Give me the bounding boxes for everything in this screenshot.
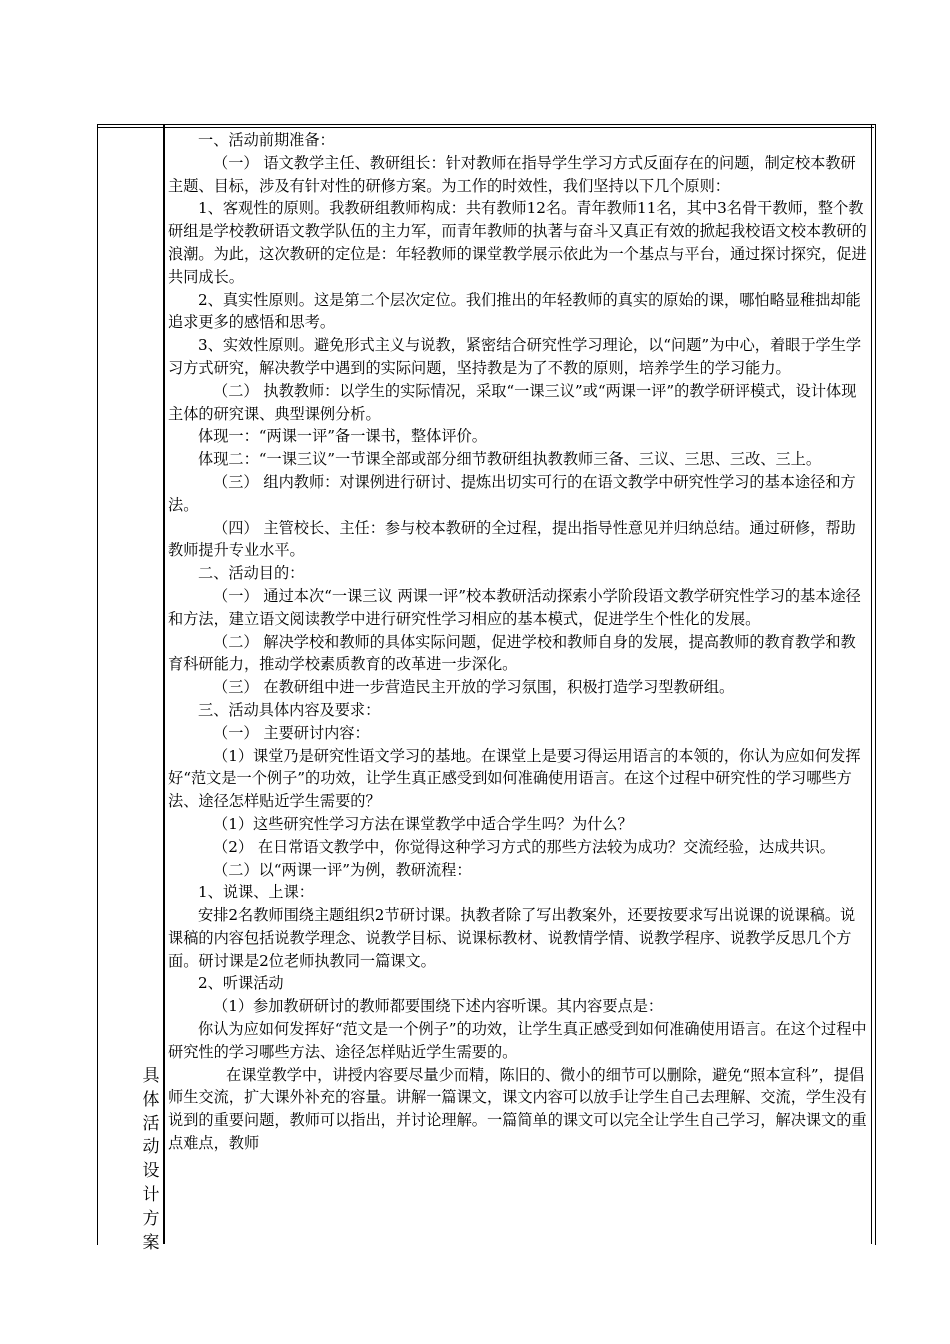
column-divider <box>163 124 165 1244</box>
activity-plan-content <box>168 129 868 1155</box>
paragraph: 在课堂教学中，讲授内容要尽量少而精，陈旧的、微小的细节可以删除，避免“照本宣科”，提倡师生交流，扩大课外补充的容量。讲解一篇课文，课文内容可以放手让学生自己去理解、交流，学生没有说到的重要问题，教师可以指出，并讨论理解。一篇简单的课文可以完全让学生自己学习，解决课文的重点难点，教师 <box>168 1065 867 1153</box>
right-border-inner <box>871 124 872 1244</box>
paragraph: （1）课堂乃是研究性语文学习的基地。在课堂上是要习得运用语言的本领的，你认为应如何发挥好“范文是一个例子”的功效，让学生真正感受到如何准确使用语言。在这个过程中研究性的学习哪些方法、途径怎样贴近学生需要的？ <box>168 746 861 811</box>
paragraph: 体现一：“两课一评”备一课书，整体评价。 <box>198 427 487 446</box>
paragraph: 一、活动前期准备： <box>198 131 335 149</box>
paragraph: （三） 组内教师：对课例进行研讨、提炼出切实可行的在语文教学中研究性学习的基本途径和方法。 <box>168 472 856 514</box>
paragraph: （1）这些研究性学习方法在课堂教学中适合学生吗？为什么？ <box>213 814 633 833</box>
paragraph: 2、真实性原则。这是第二个层次定位。我们推出的年轻教师的真实的原始的课，哪怕略显稚拙却能追求更多的感悟和思考。 <box>168 290 861 332</box>
row-label-char: 设 <box>142 1161 160 1182</box>
row-label-char: 体 <box>142 1089 160 1110</box>
row-label <box>139 1065 163 1255</box>
paragraph: 2、听课活动 <box>198 974 284 993</box>
row-label-char: 方 <box>142 1208 160 1229</box>
paragraph: （三） 在教研组中进一步营造民主开放的学习氛围，积极打造学习型教研组。 <box>213 678 735 697</box>
paragraph: （二）以“两课一评”为例，教研流程： <box>213 860 472 879</box>
paragraph: 体现二：“一课三议”一节课全部或部分细节教研组执教教师三备、三议、三思、三改、三上。 <box>198 450 822 469</box>
paragraph: （二） 解决学校和教师的具体实际问题，促进学校和教师自身的发展，提高教师的教育教学和教育科研能力，推动学校素质教育的改革进一步深化。 <box>168 632 856 674</box>
paragraph: 安排2名教师围绕主题组织2节研讨课。执教者除了写出教案外，还要按要求写出说课的说课稿。说课稿的内容包括说教学理念、说教学目标、说课标教材、说教情学情、说教学程序、说教学反思几个方面。研讨课是2位老师执教同一篇课文。 <box>168 906 856 970</box>
row-label-char: 动 <box>142 1137 160 1158</box>
table-top-rule <box>97 127 874 128</box>
paragraph: （一） 通过本次“一课三议 两课一评”校本教研活动探索小学阶段语文教学研究性学习的基本途径和方法，建立语文阅读教学中进行研究性学习相应的基本模式，促进学生个性化的发展。 <box>168 586 861 628</box>
paragraph: 你认为应如何发挥好“范文是一个例子”的功效，让学生真正感受到如何准确使用语言。在这个过程中研究性的学习哪些方法、途径怎样贴近学生需要的。 <box>168 1020 867 1061</box>
paragraph: 二、活动目的： <box>198 564 305 583</box>
paragraph: （四） 主管校长、主任：参与校本教研的全过程，提出指导性意见并归纳总结。通过研修，帮助教师提升专业水平。 <box>168 518 856 560</box>
paragraph: （1）参加教研研讨的教师都要围绕下述内容听课。其内容要点是： <box>213 997 664 1016</box>
paragraph: （一） 主要研讨内容： <box>213 723 370 742</box>
paragraph: 三、活动具体内容及要求： <box>198 700 381 719</box>
paragraph: 3、实效性原则。避免形式主义与说教，紧密结合研究性学习理论，以“问题”为中心，着眼于学生学习方式研究，解决教学中遇到的实际问题，坚持教是为了不教的原则，培养学生的学习能力。 <box>168 336 862 377</box>
row-label-char: 活 <box>142 1113 160 1134</box>
row-label-char: 案 <box>142 1232 160 1253</box>
paragraph: （二） 执教教师：以学生的实际情况，采取“一课三议”或“两课一评”的教学研评模式，设计体现主体的研究课、典型课例分析。 <box>168 381 857 423</box>
paragraph: （一） 语文教学主任、教研组长：针对教师在指导学生学习方式反面存在的问题，制定校本教研主题、目标，涉及有针对性的研修方案。为工作的时效性，我们坚持以下几个原则： <box>168 153 856 195</box>
paragraph: （2） 在日常语文教学中，你觉得这种学习方式的那些方法较为成功？交流经验，达成共识。 <box>213 837 835 856</box>
row-label-char: 计 <box>142 1184 160 1205</box>
row-label-char: 具 <box>142 1066 160 1086</box>
paragraph: 1、说课、上课： <box>198 883 314 902</box>
paragraph: 1、客观性的原则。我教研组教师构成：共有教师12名。青年教师11名，其中3名骨干教师，整个教研组是学校教研语文教学队伍的主力军，而青年教师的执著与奋斗又真正有效的掀起我校语文校本教研的浪潮。为此，这次教研的定位是：年轻教师的课堂教学展示依此为一个基点与平台，通过探讨探究，促进共同成长。 <box>168 199 867 286</box>
